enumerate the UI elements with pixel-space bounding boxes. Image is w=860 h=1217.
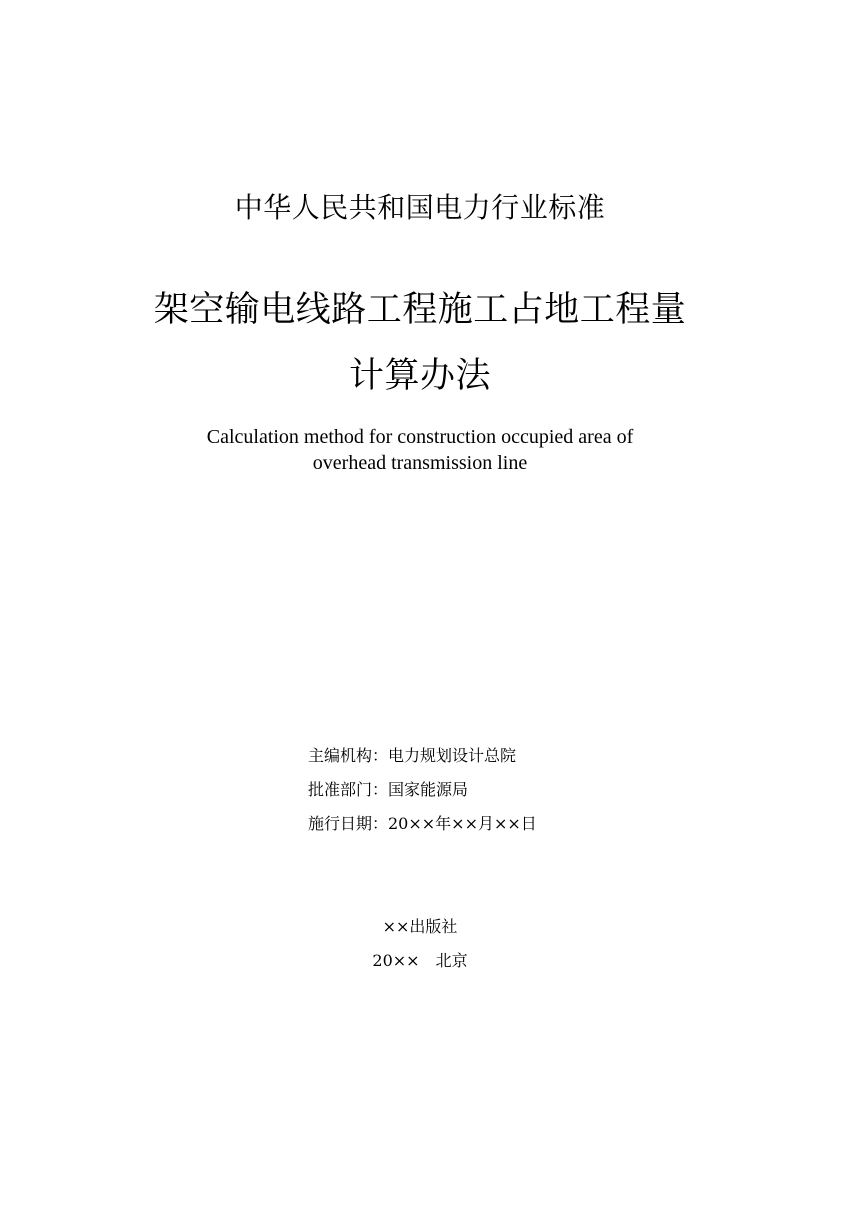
editor-organization: 主编机构：电力规划设计总院 (308, 746, 517, 765)
meta-info-block (308, 744, 537, 846)
standard-type-heading: 中华人民共和国电力行业标准 (234, 191, 606, 224)
publication-year-place: 20×× 北京 (372, 951, 468, 970)
english-title-line-2: overhead transmission line (312, 452, 528, 474)
publisher-name: ××出版社 (382, 917, 458, 936)
chinese-title-line-1: 架空输电线路工程施工占地工程量 (153, 290, 687, 330)
chinese-title-line-2: 计算办法 (348, 356, 491, 396)
approving-department: 批准部门：国家能源局 (308, 780, 469, 799)
english-title-line-1: Calculation method for construction occupied area of (206, 426, 634, 448)
english-title (0, 424, 840, 476)
effective-date: 施行日期：20××年××月××日 (308, 814, 537, 833)
